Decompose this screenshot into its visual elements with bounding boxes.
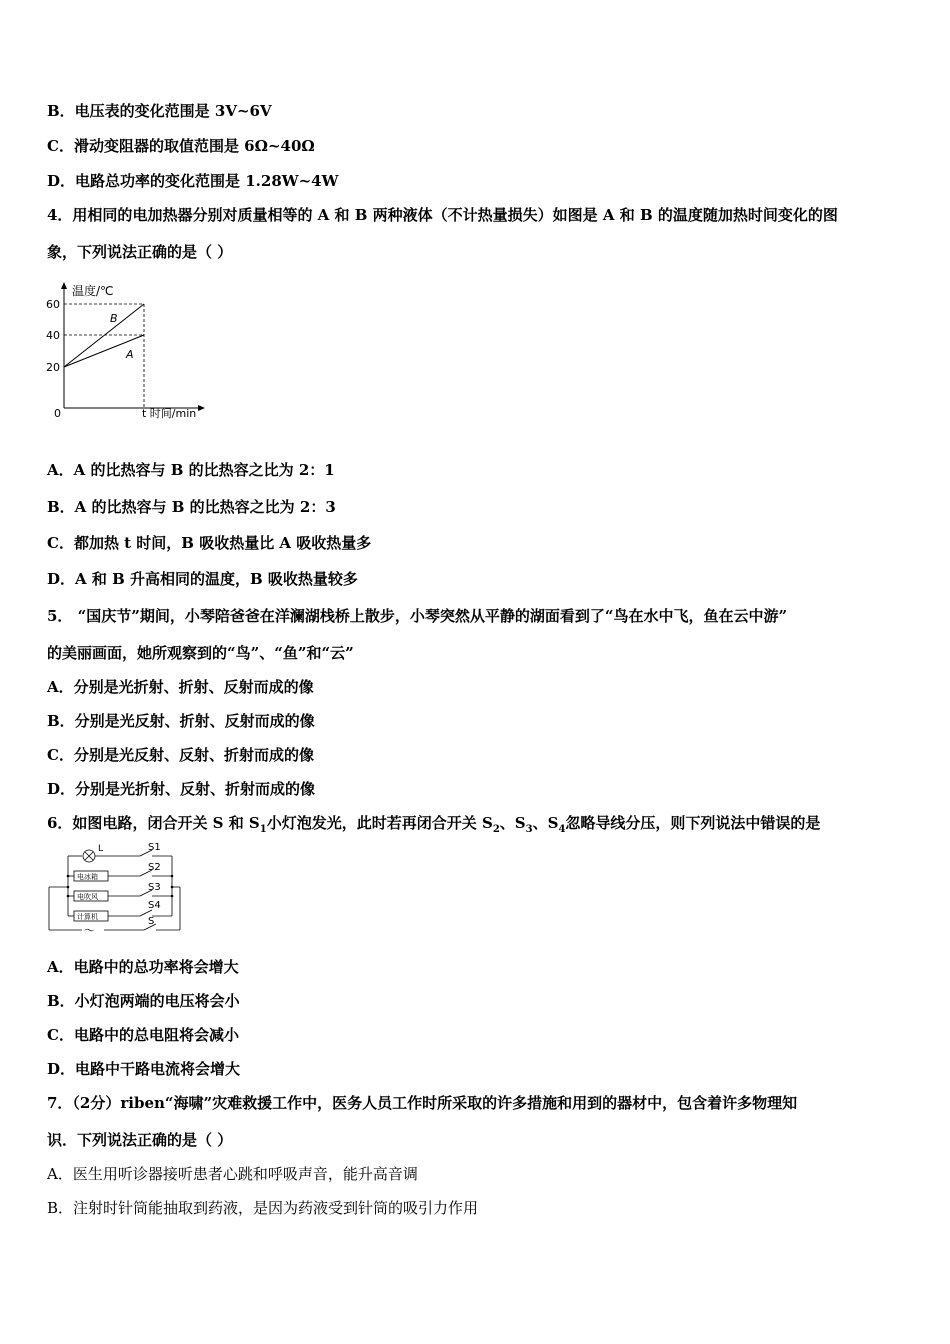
q6-option-c: C．电路中的总电阻将会减小	[47, 1026, 239, 1044]
q4-stem-line1: 4．用相同的电加热器分别对质量相等的 A 和 B 两种液体（不计热量损失）如图是 A 和 B 的温度随加热时间变化的图	[47, 206, 838, 224]
q5-stem-line1: 5． “国庆节”期间，小琴陪爸爸在洋澜湖栈桥上散步，小琴突然从平静的湖面看到了“鸟在水中飞，鱼在云中游”	[47, 607, 788, 625]
q6-stem: 6．如图电路，闭合开关 S 和 $S_1$小灯泡发光，此时若再闭合开关 $S_2$、$S_3$、$S_4$忽略导线分压，则下列说法中错误的是	[47, 814, 821, 835]
q4-option-a: A．A 的比热容与 B 的比热容之比为 2：1	[47, 461, 335, 479]
q6-option-a: A．电路中的总功率将会增大	[47, 958, 239, 976]
q4-option-d: D．A 和 B 升高相同的温度，B 吸收热量较多	[47, 570, 358, 588]
q5-stem-line2: 的美丽画面，她所观察到的“鸟”、“鱼”和“云”	[47, 644, 354, 662]
line-b-label: B	[110, 312, 118, 325]
y-tick-20: 20	[46, 361, 60, 374]
q6-circuit-diagram	[44, 842, 189, 937]
x-axis-label: t 时间/min	[142, 407, 197, 420]
s4-label: S4	[148, 900, 161, 911]
s1-label: S1	[148, 842, 161, 853]
q4-option-b: B．A 的比热容与 B 的比热容之比为 2：3	[47, 498, 336, 516]
q7-stem-line1: 7．（2分）riben“海啸”灾难救援工作中，医务人员工作时所采取的许多措施和用到的器材中，包含着许多物理知	[47, 1094, 798, 1112]
q3-option-b: B．电压表的变化范围是 3V~6V	[47, 102, 272, 120]
q3-option-c: C．滑动变阻器的取值范围是 6Ω~40Ω	[47, 137, 315, 155]
q4-temperature-graph	[40, 280, 220, 430]
q5-option-d: D．分别是光折射、反射、折射而成的像	[47, 780, 316, 798]
q4-stem-line2: 象，下列说法正确的是（ ）	[47, 243, 233, 261]
y-tick-60: 60	[46, 298, 60, 311]
origin-label: 0	[54, 407, 61, 420]
q4-option-c: C．都加热 t 时间，B 吸收热量比 A 吸收热量多	[47, 534, 372, 552]
q7-option-a: A．医生用听诊器接听患者心跳和呼吸声音，能升高音调	[47, 1165, 418, 1183]
lamp-label: L	[98, 844, 104, 854]
fridge-label: 电冰箱	[77, 873, 98, 881]
q6-option-d: D．电路中干路电流将会增大	[47, 1060, 241, 1078]
hairdryer-label: 电吹风	[77, 893, 98, 901]
q5-option-c: C．分别是光反射、反射、折射而成的像	[47, 746, 314, 764]
y-axis-label: 温度/℃	[72, 284, 114, 298]
ac-source-label: ～	[84, 924, 95, 937]
x-axis-arrow	[198, 405, 205, 411]
q5-option-b: B．分别是光反射、折射、反射而成的像	[47, 712, 315, 730]
y-axis-arrow	[61, 282, 67, 289]
y-tick-40: 40	[46, 329, 60, 342]
q7-option-b: B．注射时针筒能抽取到药液，是因为药液受到针筒的吸引力作用	[47, 1199, 479, 1217]
line-a-label: A	[126, 348, 134, 361]
q7-stem-line2: 识．下列说法正确的是（ ）	[47, 1131, 233, 1149]
computer-label: 计算机	[77, 913, 98, 921]
s3-label: S3	[148, 882, 161, 893]
s2-label: S2	[148, 862, 161, 873]
s-label: S	[148, 916, 155, 927]
q6-option-b: B．小灯泡两端的电压将会小	[47, 992, 240, 1010]
q5-option-a: A．分别是光折射、折射、反射而成的像	[47, 678, 314, 696]
q3-option-d: D．电路总功率的变化范围是 1.28W~4W	[47, 172, 339, 190]
